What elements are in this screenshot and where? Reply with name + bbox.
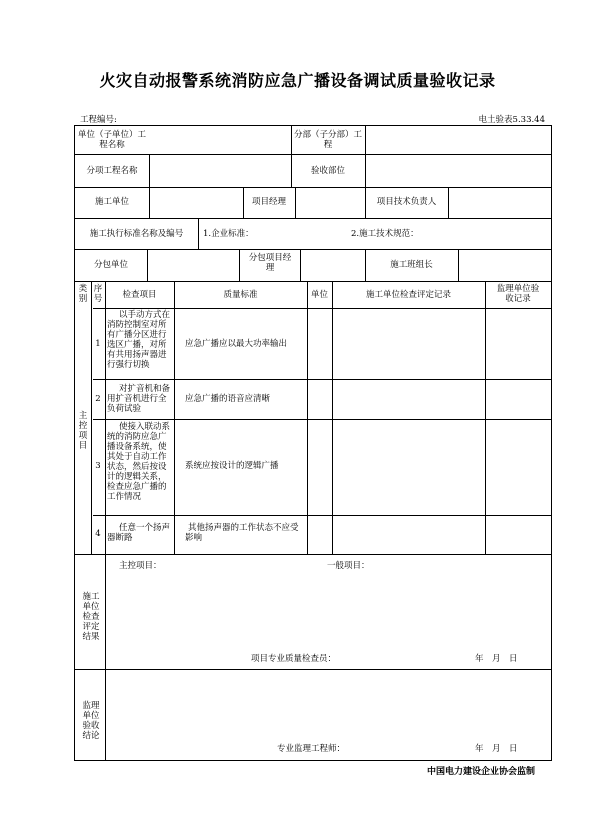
row-3-no: 3 xyxy=(95,461,101,471)
col-category: 类别 xyxy=(78,284,88,304)
col-unit: 单位 xyxy=(310,290,328,300)
row-1-check-item: 以手动方式在消防控制室对所有广播分区进行选区广播，对所有共用扬声器进行强行切换 xyxy=(107,310,171,370)
row-2-no: 2 xyxy=(95,394,101,404)
col-construction-record: 施工单位检查评定记录 xyxy=(365,290,451,300)
supervision-engineer-label: 专业监理工程师： xyxy=(277,744,346,754)
acceptance-form xyxy=(74,125,552,761)
row-3-check-item: 使接入联动系统的消防应急广播设备系统，使其处于自动工作状态，然后按设计的逻辑关系，检查应急广播的工作情况 xyxy=(107,422,171,502)
construction-unit-label: 施工单位 xyxy=(94,197,129,207)
supervision-label: 监理单位验收结论 xyxy=(82,701,100,741)
tech-lead-label: 项目技术负责人 xyxy=(376,197,437,207)
division-project-label: 分部（子分部）工程 xyxy=(293,130,362,150)
subcontract-manager-label: 分包项目经理 xyxy=(248,253,292,273)
project-manager-label: 项目经理 xyxy=(251,197,286,207)
row-2-check-item: 对扩音机和备用扩音机进行全负荷试验 xyxy=(107,384,171,414)
project-no-label: 工程编号: xyxy=(80,115,117,125)
row-4-no: 4 xyxy=(95,529,101,539)
evaluation-main-control: 主控项目： xyxy=(119,561,162,571)
row-1-no: 1 xyxy=(95,339,101,349)
acceptance-part-label: 验收部位 xyxy=(310,166,345,176)
supervised-by-footer: 中国电力建设企业协会监制 xyxy=(426,767,535,777)
quality-inspector-label: 项目专业质量检查员： xyxy=(251,654,337,664)
subcontract-unit-label: 分包单位 xyxy=(93,260,128,270)
main-control-label: 主控项目 xyxy=(78,411,88,451)
supervision-date: 年 月 日 xyxy=(475,744,518,754)
row-2-quality-standard: 应急广播的语音应清晰 xyxy=(185,394,271,404)
unit-project-label: 单位（子单位）工程名称 xyxy=(77,130,146,150)
row-4-check-item: 任意一个扬声器断路 xyxy=(107,523,171,543)
evaluation-general: 一般项目： xyxy=(327,561,370,571)
team-leader-label: 施工班组长 xyxy=(390,260,433,270)
evaluation-date: 年 月 日 xyxy=(475,654,518,664)
subitem-project-label: 分项工程名称 xyxy=(86,166,138,176)
row-3-quality-standard: 系统应按设计的逻辑广播 xyxy=(185,461,279,471)
col-supervision-record: 监理单位验收记录 xyxy=(496,284,540,304)
row-4-quality-standard: 其他扬声器的工作状态不应受影响 xyxy=(185,523,299,543)
standard-label: 施工执行标准名称及编号 xyxy=(89,229,184,239)
row-1-quality-standard: 应急广播应以最大功率输出 xyxy=(185,339,288,349)
col-check-item: 检查项目 xyxy=(122,290,157,300)
enterprise-standard-label: 1.企业标准： xyxy=(203,229,254,239)
evaluation-label: 施工单位检查评定结果 xyxy=(82,592,100,642)
page-title: 火灾自动报警系统消防应急广播设备调试质量验收记录 xyxy=(99,71,496,90)
col-seq: 序号 xyxy=(93,284,103,304)
tech-spec-label: 2.施工技术规范： xyxy=(351,229,419,239)
form-number: 电土验表5.33.44 xyxy=(478,115,545,125)
col-quality-standard: 质量标准 xyxy=(223,290,258,300)
